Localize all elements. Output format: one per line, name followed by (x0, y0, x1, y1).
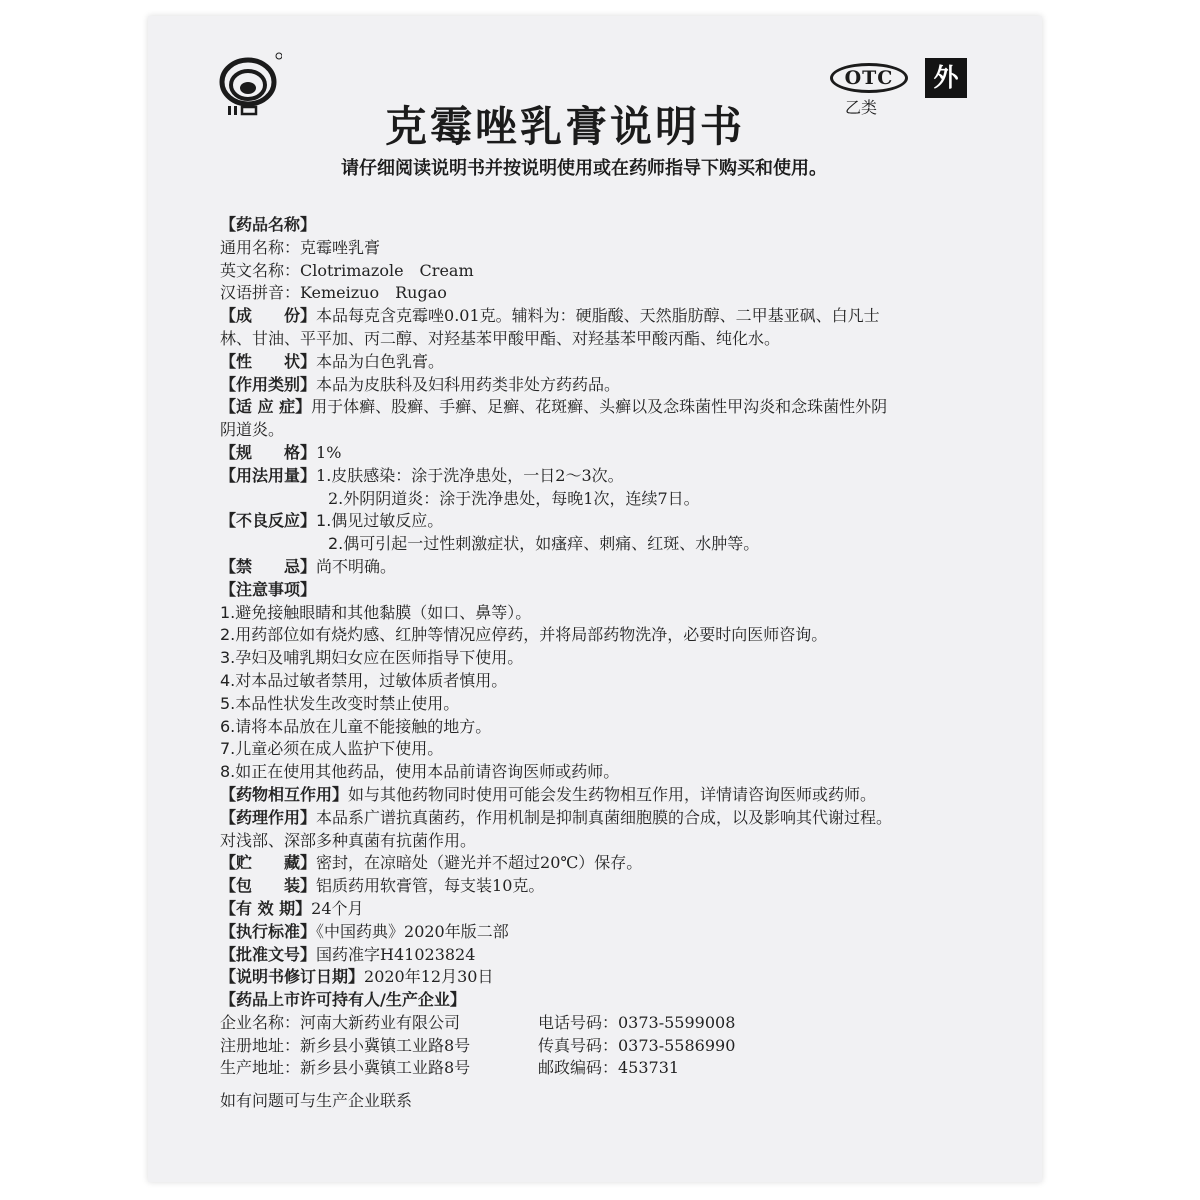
precaution-item: 7.儿童必须在成人监护下使用。 (220, 739, 444, 759)
storage-heading: 【贮 藏】 (220, 853, 317, 873)
document-title: 克霉唑乳膏说明书 (385, 102, 746, 151)
company-phone: 电话号码：0373-5599008 (538, 1012, 736, 1032)
category-heading: 【作用类别】 (220, 374, 317, 394)
contraindications-heading: 【禁 忌】 (220, 556, 317, 576)
dosage-item: 1.皮肤感染：涂于洗净患处，一日2～3次。 (316, 465, 624, 485)
indications-heading: 【适 应 症】 (220, 397, 312, 417)
pinyin-name: 汉语拼音：Kemeizuo Rugao (220, 283, 447, 303)
revision-date: 2020年12月30日 (364, 967, 494, 987)
precaution-item: 4.对本品过敏者禁用，过敏体质者慎用。 (220, 670, 508, 690)
dosage-heading: 【用法用量】 (220, 465, 317, 485)
composition-heading: 【成 份】 (220, 306, 317, 326)
composition-text: 本品每克含克霉唑0.01克。辅料为：硬脂酸、天然脂肪醇、二甲基亚砜、白凡士 (316, 306, 880, 326)
interaction-text: 如与其他药物同时使用可能会发生药物相互作用，详情请咨询医师或药师。 (348, 784, 877, 804)
holder-heading: 【药品上市许可持有人/生产企业】 (220, 990, 466, 1010)
interaction-heading: 【药物相互作用】 (220, 784, 349, 804)
leaflet-content (220, 214, 1010, 1113)
reading-warning: 请仔细阅读说明书并按说明使用或在药师指导下购买和使用。 (341, 158, 827, 179)
precaution-item: 5.本品性状发生改变时禁止使用。 (220, 693, 460, 713)
adverse-item: 1.偶见过敏反应。 (316, 511, 444, 531)
adverse-heading: 【不良反应】 (220, 511, 317, 531)
pharmacology-text-cont: 对浅部、深部多种真菌有抗菌作用。 (220, 830, 477, 850)
composition-text-cont: 林、甘油、平平加、丙二醇、对羟基苯甲酸甲酯、对羟基苯甲酸丙酯、纯化水。 (220, 328, 781, 348)
precaution-item: 1.避免接触眼睛和其他黏膜（如口、鼻等）。 (220, 602, 532, 622)
indications-text-cont: 阴道炎。 (220, 420, 285, 440)
revision-heading: 【说明书修订日期】 (220, 967, 365, 987)
pharmacology-heading: 【药理作用】 (220, 807, 317, 827)
company-name: 企业名称：河南大新药业有限公司 (220, 1012, 461, 1032)
indications-text: 用于体癣、股癣、手癣、足癣、花斑癣、头癣以及念珠菌性甲沟炎和念珠菌性外阴 (311, 397, 888, 417)
external-use-badge: 外 (925, 58, 967, 98)
contact-footer: 如有问题可与生产企业联系 (220, 1091, 413, 1111)
package-text: 铝质药用软膏管，每支装10克。 (316, 876, 545, 896)
otc-badge: OTC (830, 63, 908, 93)
approval-heading: 【批准文号】 (220, 944, 317, 964)
english-name: 英文名称：Clotrimazole Cream (220, 260, 474, 280)
adverse-item: 2.偶可引起一过性刺激症状，如瘙痒、刺痛、红斑、水肿等。 (328, 534, 760, 554)
appearance-heading: 【性 状】 (220, 351, 317, 371)
registered-address: 注册地址：新乡县小冀镇工业路8号 (220, 1035, 471, 1055)
standard-heading: 【执行标准】 (220, 921, 317, 941)
standard-text: 《中国药典》2020年版二部 (316, 921, 509, 941)
package-heading: 【包 装】 (220, 876, 317, 896)
production-address: 生产地址：新乡县小冀镇工业路8号 (220, 1058, 471, 1078)
category-text: 本品为皮肤科及妇科用药类非处方药药品。 (316, 374, 621, 394)
precautions-heading: 【注意事项】 (220, 579, 317, 599)
generic-name: 通用名称：克霉唑乳膏 (220, 237, 381, 257)
pharmacology-text: 本品系广谱抗真菌药，作用机制是抑制真菌细胞膜的合成，以及影响其代谢过程。 (316, 807, 893, 827)
precaution-item: 6.请将本品放在儿童不能接触的地方。 (220, 716, 492, 736)
contraindications-text: 尚不明确。 (316, 556, 397, 576)
precaution-item: 2.用药部位如有烧灼感、红肿等情况应停药，并将局部药物洗净，必要时向医师咨询。 (220, 625, 828, 645)
appearance-text: 本品为白色乳膏。 (316, 351, 445, 371)
approval-number: 国药准字H41023824 (316, 944, 476, 964)
drug-name-heading: 【药品名称】 (220, 215, 317, 234)
company-logo (218, 52, 282, 116)
company-postcode: 邮政编码：453731 (538, 1058, 680, 1078)
precaution-item: 8.如正在使用其他药品，使用本品前请咨询医师或药师。 (220, 762, 620, 782)
validity-text: 24个月 (311, 898, 364, 918)
storage-text: 密封，在凉暗处（避光并不超过20℃）保存。 (316, 853, 643, 873)
precaution-item: 3.孕妇及哺乳期妇女应在医师指导下使用。 (220, 648, 524, 668)
spec-heading: 【规 格】 (220, 442, 317, 462)
validity-heading: 【有 效 期】 (220, 898, 312, 918)
dosage-item: 2.外阴阴道炎：涂于洗净患处，每晚1次，连续7日。 (328, 488, 700, 508)
spec-text: 1% (316, 442, 342, 462)
company-fax: 传真号码：0373-5586990 (538, 1035, 736, 1055)
otc-class-label: 乙类 (845, 98, 878, 117)
